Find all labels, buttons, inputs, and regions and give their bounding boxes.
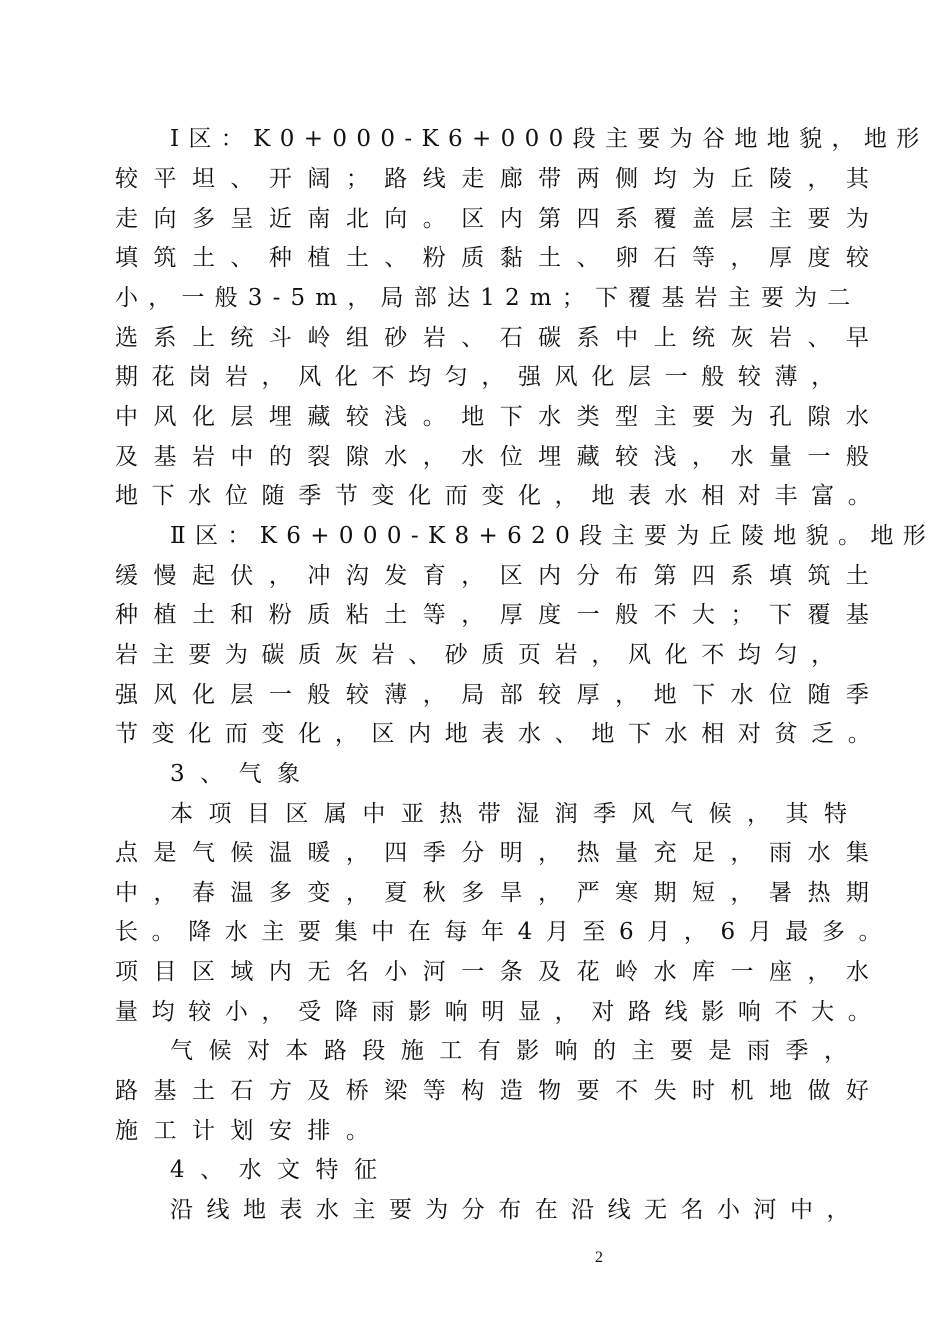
paragraph-line: 小，一般3-5m，局部达12m；下覆基岩主要为二: [115, 285, 861, 311]
paragraph-line: 量均较小，受降雨影响明显，对路线影响不大。: [115, 999, 885, 1025]
paragraph-line: 种植土和粉质粘土等，厚度一般不大；下覆基: [115, 602, 885, 628]
paragraph-line: 选系上统斗岭组砂岩、石碳系中上统灰岩、早: [115, 325, 885, 351]
section-heading: 3、气象: [170, 761, 316, 787]
paragraph-line: 施工计划安排。: [115, 1118, 385, 1144]
paragraph-line: 节变化而变化，区内地表水、地下水相对贫乏。: [115, 721, 885, 747]
paragraph-line: 项目区域内无名小河一条及花岭水库一座，水: [115, 959, 885, 985]
paragraph-line: 气候对本路段施工有影响的主要是雨季，: [170, 1038, 863, 1064]
paragraph-line: 较平坦、开阔；路线走廊带两侧均为丘陵，其: [115, 166, 885, 192]
paragraph-line: 及基岩中的裂隙水，水位埋藏较浅，水量一般: [115, 444, 885, 470]
paragraph-line: 路基土石方及桥梁等构造物要不失时机地做好: [115, 1078, 885, 1104]
paragraph-line: Ⅰ区：K0+000-K6+000段主要为谷地地貌，地形: [170, 126, 929, 152]
paragraph-line: 点是气候温暖，四季分明，热量充足，雨水集: [115, 840, 885, 866]
section-heading: 4、水文特征: [170, 1157, 393, 1183]
paragraph-line: 岩主要为碳质灰岩、砂质页岩，风化不均匀，: [115, 642, 848, 668]
paragraph-line: 长。降水主要集中在每年4月至6月，6月最多。: [115, 919, 896, 945]
paragraph-line: 中风化层埋藏较浅。地下水类型主要为孔隙水: [115, 404, 885, 430]
paragraph-line: 缓慢起伏，冲沟发育，区内分布第四系填筑土: [115, 563, 885, 589]
paragraph-line: 强风化层一般较薄，局部较厚，地下水位随季: [115, 682, 885, 708]
page-number: 2: [595, 1249, 603, 1266]
paragraph-line: Ⅱ区：K6+000-K8+620段主要为丘陵地貌。地形: [170, 523, 936, 549]
paragraph-line: 期花岗岩，风化不均匀，强风化层一般较薄，: [115, 364, 848, 390]
paragraph-line: 沿线地表水主要为分布在沿线无名小河中，: [170, 1197, 863, 1223]
paragraph-line: 填筑土、种植土、粉质黏土、卵石等，厚度较: [115, 245, 885, 271]
paragraph-line: 中，春温多变，夏秋多旱，严寒期短，暑热期: [115, 880, 885, 906]
paragraph-line: 地下水位随季节变化而变化，地表水相对丰富。: [115, 483, 885, 509]
paragraph-line: 本项目区属中亚热带湿润季风气候，其特: [170, 801, 863, 827]
paragraph-line: 走向多呈近南北向。区内第四系覆盖层主要为: [115, 206, 885, 232]
